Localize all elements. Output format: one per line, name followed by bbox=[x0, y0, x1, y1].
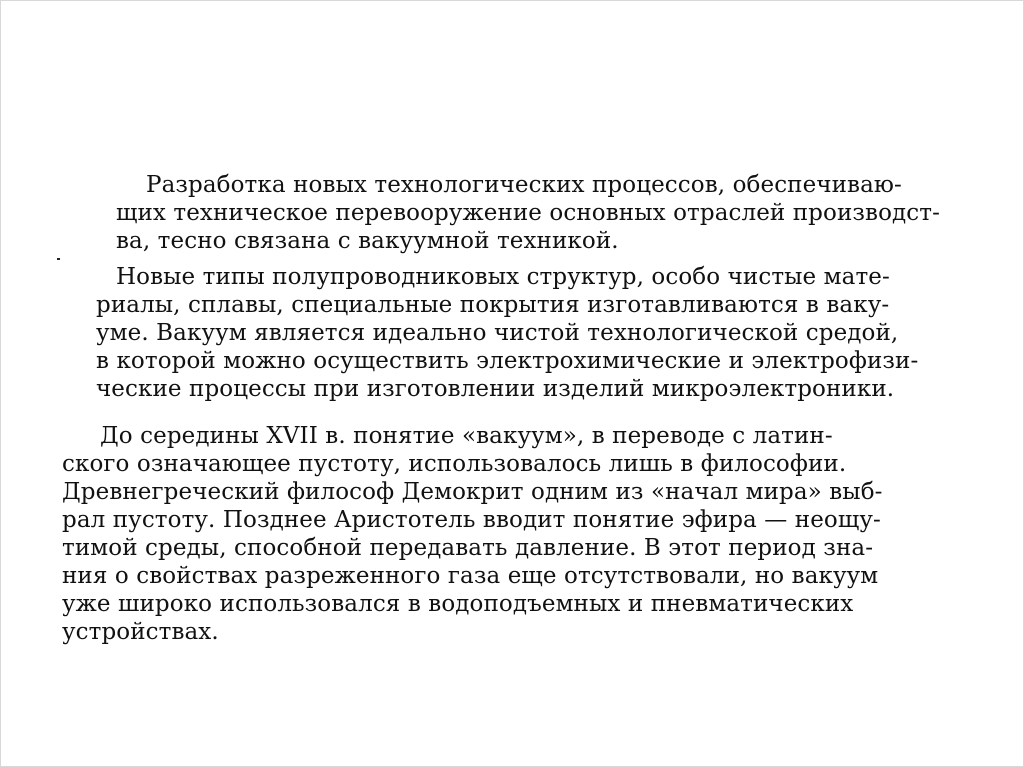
text-line: ческие процессы при изготовлении изделий микроэлектроники. bbox=[96, 376, 895, 402]
text-line: щих техническое перевооружение основных отраслей производст- bbox=[116, 200, 940, 226]
text-line: Разработка новых технологических процессов, обеспечиваю- bbox=[146, 172, 902, 198]
text-line: тимой среды, способной передавать давление. В этот период зна- bbox=[62, 535, 874, 561]
text-line: До середины XVII в. понятие «вакуум», в переводе с латин- bbox=[100, 423, 833, 449]
text-line: уже широко использовался в водоподъемных и пневматических bbox=[62, 591, 854, 617]
text-line: риалы, сплавы, специальные покрытия изготавливаются в ваку- bbox=[96, 292, 890, 318]
text-line: в которой можно осуществить электрохимические и электрофизи- bbox=[96, 348, 919, 374]
text-line: Древнегреческий философ Демокрит одним из «начал мира» выб- bbox=[62, 479, 883, 505]
scan-speck bbox=[57, 258, 60, 260]
text-line: ва, тесно связана с вакуумной техникой. bbox=[116, 228, 619, 254]
text-line: рал пустоту. Позднее Аристотель вводит понятие эфира — неощу- bbox=[62, 507, 881, 533]
text-line: устройствах. bbox=[62, 619, 219, 645]
text-line: ского означающее пустоту, использовалось лишь в философии. bbox=[62, 451, 847, 477]
text-line: ния о свойствах разреженного газа еще отсутствовали, но вакуум bbox=[62, 563, 879, 589]
text-line: уме. Вакуум является идеально чистой технологической средой, bbox=[96, 320, 899, 346]
text-line: Новые типы полупроводниковых структур, особо чистые мате- bbox=[116, 264, 890, 290]
